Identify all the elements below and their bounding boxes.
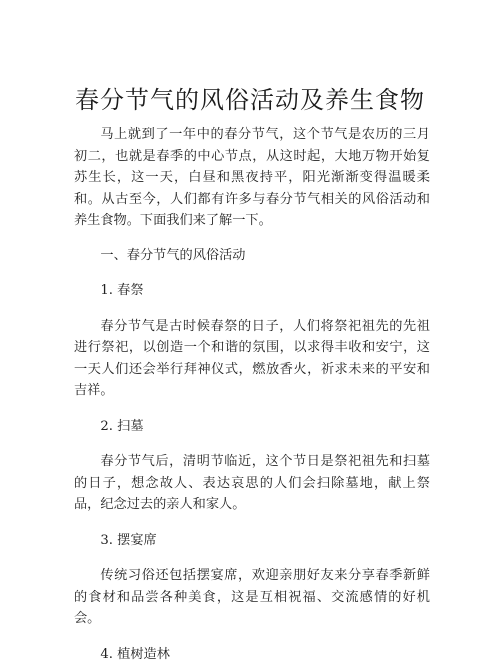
subsection-heading-banquet: 3. 摆宴席: [74, 530, 430, 552]
subsection-body-tomb-sweeping: 春分节气后，清明节临近，这个节日是祭祀祖先和扫墓的日子，想念故人、表达哀思的人们会扫除墓地，献上祭品，纪念过去的亲人和家人。: [74, 451, 430, 516]
page-title: 春分节气的风俗活动及养生食物: [0, 84, 500, 116]
intro-paragraph: 马上就到了一年中的春分节气，这个节气是农历的三月初二，也就是春季的中心节点，从这时起，大地万物开始复苏生长，这一天，白昼和黑夜持平，阳光渐渐变得温暖柔和。从古至今，人们都有许多与春分节气相关的风俗活动和养生食物。下面我们来了解一下。: [74, 124, 430, 232]
subsection-heading-spring-sacrifice: 1. 春祭: [74, 280, 430, 302]
document-body: [74, 124, 430, 665]
subsection-heading-tomb-sweeping: 2. 扫墓: [74, 416, 430, 438]
section-heading: 一、春分节气的风俗活动: [74, 245, 430, 267]
subsection-body-spring-sacrifice: 春分节气是古时候春祭的日子，人们将祭祀祖先的先祖进行祭祀，以创造一个和谐的氛围，以求得丰收和安宁，这一天人们还会举行拜神仪式，燃放香火，祈求未来的平安和吉祥。: [74, 316, 430, 402]
subsection-heading-tree-planting: 4. 植树造林: [74, 644, 430, 665]
subsection-body-banquet: 传统习俗还包括摆宴席，欢迎亲朋好友来分享春季新鲜的食材和品尝各种美食，这是互相祝福、交流感情的好机会。: [74, 565, 430, 630]
